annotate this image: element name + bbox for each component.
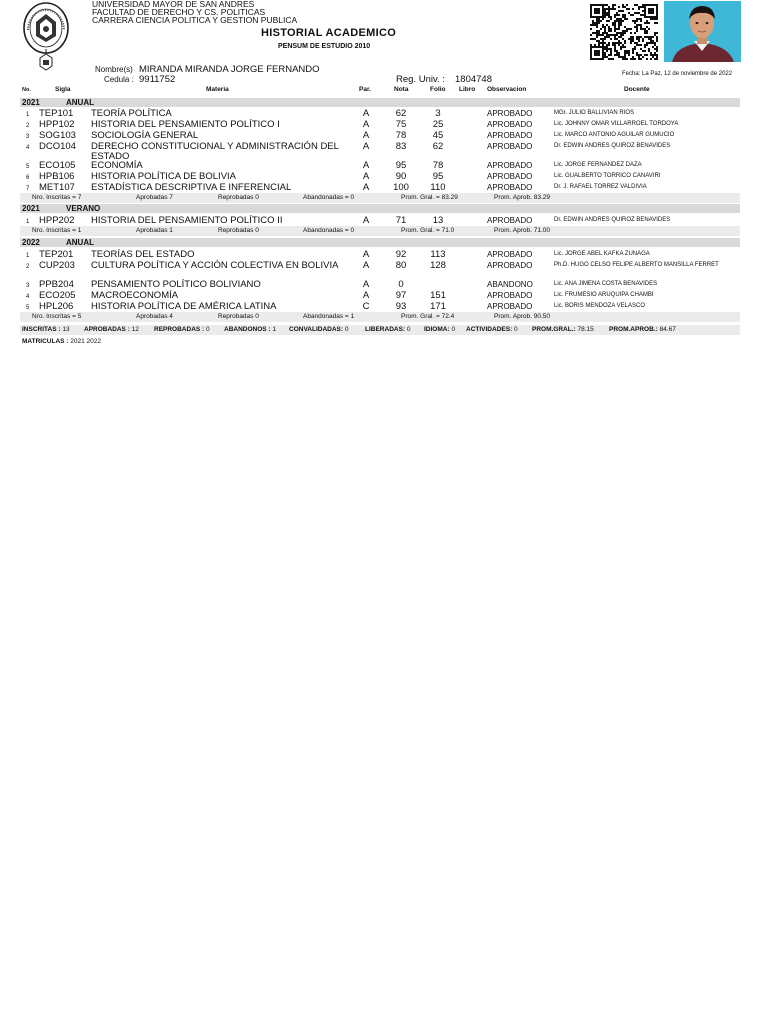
row-nota: 92 (395, 249, 407, 260)
summary-inscritas: Nro. Inscritas = 5 (32, 313, 82, 320)
row-docente: MGr. JULIO BALLIVIAN RIOS (554, 110, 635, 116)
row-sigla: HPL206 (39, 301, 74, 312)
qr-code-icon (590, 4, 658, 60)
row-folio: 45 (432, 130, 444, 141)
row-folio: 128 (430, 260, 446, 271)
totals-aprobadas: 12 (131, 326, 139, 333)
row-observacion: APROBADO (487, 302, 533, 311)
row-docente: Lic. JORGE FERNANDEZ DAZA (554, 162, 642, 168)
row-par: A (362, 290, 370, 301)
summary-reprobadas: Reprobadas 0 (218, 313, 259, 320)
summary-reprobadas: Reprobadas 0 (218, 227, 259, 234)
row-nota: 0 (398, 279, 404, 290)
totals-actividades-label: ACTIVIDADES: (466, 326, 513, 333)
col-materia: Materia (206, 86, 229, 93)
row-sigla: ECO205 (39, 290, 76, 301)
row-nota: 78 (395, 130, 407, 141)
summary-abandonadas: Abandonadas = 0 (303, 194, 355, 201)
row-materia: HISTORIA POLÍTICA DE AMÉRICA LATINA (91, 301, 277, 312)
row-par: A (362, 260, 370, 271)
totals-reprobadas: 0 (206, 326, 210, 333)
row-par: A (362, 130, 370, 141)
row-observacion: APROBADO (487, 161, 533, 170)
row-observacion: APROBADO (487, 216, 533, 225)
row-folio: 171 (430, 301, 446, 312)
row-no: 5 (26, 164, 30, 170)
row-nota: 71 (395, 215, 407, 226)
summary-aprobadas: Aprobadas 7 (136, 194, 173, 201)
row-no: 4 (26, 145, 30, 151)
summary-prom-gral: Prom. Gral. = 83.29 (401, 194, 458, 201)
row-par: A (362, 182, 370, 193)
totals-aprobadas-label: APROBADAS : (84, 326, 130, 333)
matriculas-years: 2021 2022 (70, 338, 102, 345)
matriculas-line (22, 338, 101, 345)
row-folio: 78 (432, 160, 444, 171)
totals-prom-gral: 78.15 (577, 326, 594, 333)
document-title: HISTORIAL ACADEMICO (261, 27, 397, 39)
row-no: 4 (26, 294, 30, 300)
row-no: 7 (26, 186, 30, 192)
row-docente: Ph.D. HUGO CELSO FELIPE ALBERTO MANSILLA FERRET (554, 262, 719, 268)
period-band (20, 238, 740, 247)
row-materia: SOCIOLOGÍA GENERAL (91, 130, 199, 141)
row-no: 1 (26, 112, 30, 118)
totals-prom-aprob: 84.67 (659, 326, 676, 333)
summary-inscritas: Nro. Inscritas = 1 (32, 227, 82, 234)
summary-reprobadas: Reprobadas 0 (218, 194, 259, 201)
row-observacion: APROBADO (487, 291, 533, 300)
period-year: 2022 (22, 238, 40, 247)
summary-prom-aprob: Prom. Aprob. 83.29 (494, 194, 551, 201)
totals-inscritas: 13 (62, 326, 70, 333)
period-year: 2021 (22, 98, 40, 107)
totals-line (20, 325, 740, 335)
period-band (20, 98, 740, 107)
summary-prom-aprob: Prom. Aprob. 90.50 (494, 313, 551, 320)
university-name: UNIVERSIDAD MAYOR DE SAN ANDRES (92, 0, 255, 9)
row-folio: 25 (432, 119, 444, 130)
row-docente: Dr. J. RAFAEL TORREZ VALDIVIA (554, 184, 647, 190)
row-sigla: TEP101 (39, 108, 74, 119)
row-observacion: APROBADO (487, 131, 533, 140)
col-nota: Nota (394, 86, 409, 93)
row-nota: 97 (395, 290, 407, 301)
student-photo (664, 1, 741, 62)
row-nota: 100 (393, 182, 409, 193)
col-par: Par. (359, 86, 371, 93)
row-docente: Lic. ANA JIMENA COSTA BENAVIDES (554, 281, 658, 287)
totals-idioma: 0 (451, 326, 456, 333)
row-sigla: HPP102 (39, 119, 75, 130)
row-materia: CULTURA POLÍTICA Y ACCIÓN COLECTIVA EN BOLIVIA (91, 260, 339, 271)
row-nota: 62 (395, 108, 407, 119)
row-par: A (362, 160, 370, 171)
row-folio: 95 (432, 171, 444, 182)
period-type: VERANO (66, 204, 101, 213)
row-folio: 113 (430, 249, 446, 260)
row-no: 2 (26, 264, 30, 270)
name-label: Nombre(s) (95, 65, 133, 74)
row-no: 1 (26, 219, 30, 225)
row-no: 5 (26, 305, 30, 311)
totals-inscritas-label: INSCRITAS : (22, 326, 61, 333)
row-par: A (362, 279, 370, 290)
row-observacion: APROBADO (487, 250, 533, 259)
row-docente: Lic. GUALBERTO TORRICO CANAVIRI (554, 173, 661, 179)
row-docente: Lic. JORGE ABEL KAFKA ZUNAGA (554, 251, 650, 257)
row-docente: Lic. JOHNNY OMAR VILLARROEL TORDOYA (554, 121, 679, 127)
reg-label: Reg. Univ. : (396, 74, 445, 85)
row-folio: 62 (432, 141, 444, 152)
row-sigla: DCO104 (39, 141, 76, 152)
row-par: A (362, 215, 370, 226)
row-par: A (362, 108, 370, 119)
row-observacion: APROBADO (487, 120, 533, 129)
row-folio: 110 (430, 182, 446, 193)
row-sigla: SOG103 (39, 130, 76, 141)
col-observacion: Observacion (487, 86, 527, 93)
row-no: 3 (26, 134, 30, 140)
col-docente: Docente (624, 86, 650, 93)
summary-aprobadas: Aprobadas 1 (136, 227, 173, 234)
row-docente: Lic. MARCO ANTONIO AGUILAR GUMUCIO (554, 132, 675, 138)
student-id: 9911752 (139, 74, 176, 85)
row-sigla: CUP203 (39, 260, 75, 271)
row-no: 6 (26, 175, 30, 181)
period-summary (20, 193, 740, 203)
row-docente: Lic. BORIS MENDOZA VELASCO (554, 303, 646, 309)
row-nota: 83 (395, 141, 407, 152)
row-materia: MACROECONOMÍA (91, 290, 179, 301)
totals-convalidadas-label: CONVALIDADAS: (289, 326, 344, 333)
issue-date: Fecha: La Paz, 12 de noviembre de 2022 (622, 71, 733, 77)
row-par: A (362, 119, 370, 130)
summary-inscritas: Nro. Inscritas = 7 (32, 194, 82, 201)
totals-liberadas: 0 (406, 326, 411, 333)
row-sigla: HPB106 (39, 171, 75, 182)
row-no: 1 (26, 253, 30, 259)
university-seal-icon (22, 2, 70, 76)
totals-prom-gral-label: PROM.GRAL.: (532, 326, 576, 333)
row-no: 3 (26, 283, 30, 289)
row-docente: Dr. EDWIN ANDRES QUIROZ BENAVIDES (554, 143, 671, 149)
row-folio: 3 (435, 108, 441, 119)
period-year: 2021 (22, 204, 40, 213)
summary-prom-aprob: Prom. Aprob. 71.00 (494, 227, 551, 234)
row-materia: ECONOMÍA (91, 160, 143, 171)
row-nota: 75 (395, 119, 407, 130)
totals-prom-aprob-label: PROM.APROB.: (609, 326, 658, 333)
row-materia: TEORÍAS DEL ESTADO (91, 249, 195, 260)
totals-reprobadas-label: REPROBADAS : (154, 326, 205, 333)
row-materia: HISTORIA DEL PENSAMIENTO POLÍTICO II (91, 215, 283, 226)
col-sigla: Sigla (55, 86, 71, 93)
col-folio: Folio (430, 86, 446, 93)
row-par: A (362, 249, 370, 260)
row-nota: 93 (395, 301, 407, 312)
student-name: MIRANDA MIRANDA JORGE FERNANDO (139, 64, 320, 75)
totals-abandonos: 1 (272, 326, 277, 333)
totals-convalidadas: 0 (344, 326, 349, 333)
summary-prom-gral: Prom. Gral. = 72.4 (401, 313, 455, 320)
row-observacion: APROBADO (487, 109, 533, 118)
row-par: A (362, 171, 370, 182)
row-nota: 80 (395, 260, 407, 271)
row-docente: Dr. EDWIN ANDRES QUIROZ BENAVIDES (554, 217, 671, 223)
row-materia: HISTORIA DEL PENSAMIENTO POLÍTICO I (91, 119, 280, 130)
totals-liberadas-label: LIBERADAS: (365, 326, 406, 333)
matriculas-label: MATRICULAS : (22, 338, 69, 345)
col-no: No. (22, 87, 31, 93)
row-sigla: HPP202 (39, 215, 75, 226)
row-sigla: TEP201 (39, 249, 74, 260)
col-libro: Libro (459, 86, 476, 93)
faculty-name: FACULTAD DE DERECHO Y CS. POLITICAS (92, 7, 266, 17)
totals-actividades: 0 (514, 326, 518, 333)
period-summary (20, 226, 740, 236)
totals-idioma-label: IDIOMA: (424, 326, 450, 333)
row-observacion: APROBADO (487, 142, 533, 151)
row-no: 2 (26, 123, 30, 129)
summary-prom-gral: Prom. Gral. = 71.0 (401, 227, 455, 234)
period-type: ANUAL (66, 98, 94, 107)
row-materia: HISTORIA POLÍTICA DE BOLIVIA (91, 171, 237, 182)
reg-number: 1804748 (455, 74, 492, 85)
summary-abandonadas: Abandonadas = 0 (303, 227, 355, 234)
period-summary (20, 312, 740, 322)
row-observacion: APROBADO (487, 172, 533, 181)
row-sigla: PPB204 (39, 279, 74, 290)
totals-abandonos-label: ABANDONOS : (224, 326, 271, 333)
row-nota: 95 (395, 160, 407, 171)
row-folio: 151 (430, 290, 446, 301)
row-observacion: APROBADO (487, 261, 533, 270)
row-par: C (362, 301, 370, 312)
row-observacion: APROBADO (487, 183, 533, 192)
period-type: ANUAL (66, 238, 94, 247)
row-docente: Lic. FRUMESIO ARUQUIPA CHAMBI (554, 292, 654, 298)
row-observacion: ABANDONO (487, 280, 533, 289)
career-name: CARRERA CIENCIA POLITICA Y GESTION PUBLICA (92, 15, 298, 25)
row-par: A (362, 141, 370, 152)
row-nota: 90 (395, 171, 407, 182)
row-materia: TEORÍA POLÍTICA (91, 108, 172, 119)
document-subtitle: PENSUM DE ESTUDIO 2010 (278, 43, 371, 50)
id-label: Cedula : (104, 75, 134, 84)
row-materia: DERECHO CONSTITUCIONAL Y ADMINISTRACIÓN DEL ESTADO (91, 141, 339, 162)
row-sigla: MET107 (39, 182, 75, 193)
row-materia: ESTADÍSTICA DESCRIPTIVA E INFERENCIAL (91, 182, 292, 193)
summary-aprobadas: Aprobadas 4 (136, 313, 173, 320)
row-sigla: ECO105 (39, 160, 76, 171)
period-band (20, 204, 740, 213)
row-materia: PENSAMIENTO POLÍTICO BOLIVIANO (91, 279, 261, 290)
row-folio: 13 (432, 215, 444, 226)
summary-abandonadas: Abandonadas = 1 (303, 313, 355, 320)
